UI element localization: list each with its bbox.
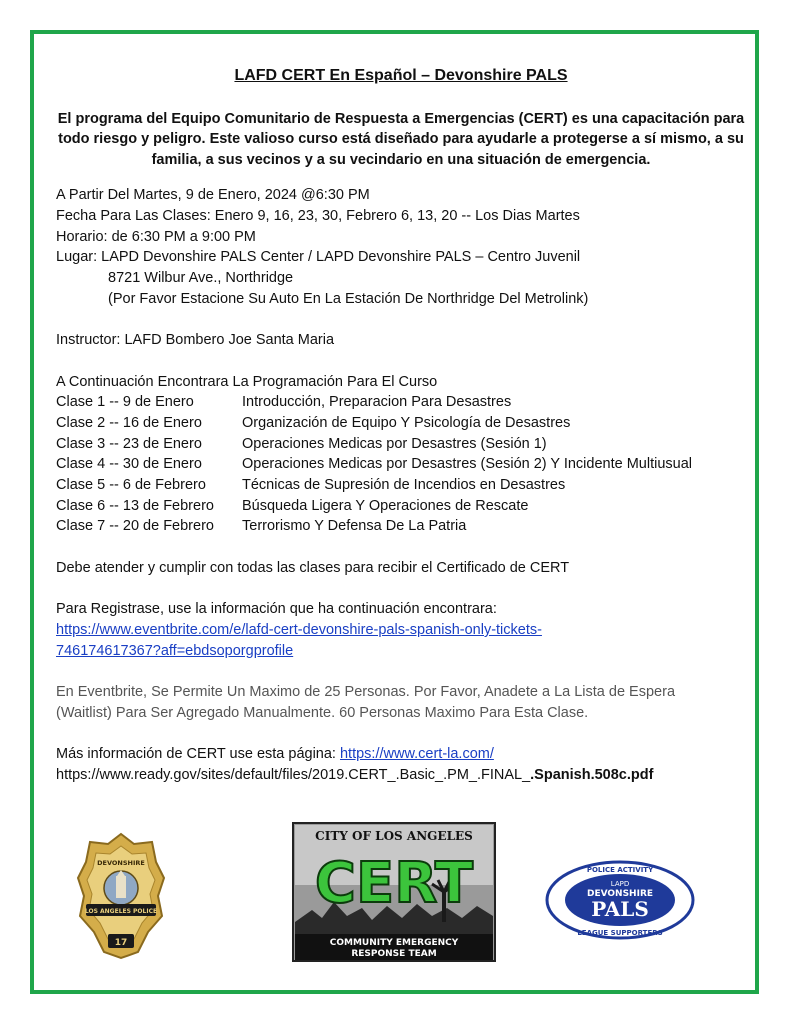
parking-note: (Por Favor Estacione Su Auto En La Estación De Northridge Del Metrolink) xyxy=(108,290,589,307)
flyer-title: LAFD CERT En Español – Devonshire PALS xyxy=(234,67,568,84)
class-when: Clase 1 -- 9 de Enero xyxy=(56,394,194,411)
cert-city-text: CITY OF LOS ANGELES xyxy=(315,829,473,843)
class-when: Clase 3 -- 23 de Enero xyxy=(56,435,202,452)
register-text: Para Registrase, use la información que ha continuación encontrara: xyxy=(56,601,497,618)
address: 8721 Wilbur Ave., Northridge xyxy=(108,270,294,287)
class-row xyxy=(56,516,746,537)
attendance-note: Debe atender y cumplir con todas las clases para recibir el Certificado de CERT xyxy=(56,559,570,576)
eventbrite-link-continued[interactable]: 746174617367?aff=ebdsoporgprofile xyxy=(56,642,294,659)
eventbrite-note-continued: (Waitlist) Para Ser Agregado Manualmente. 60 Personas Maximo Para Esta Clase. xyxy=(56,704,589,721)
more-info-text: Más información de CERT use esta página: xyxy=(56,746,340,763)
class-topic: Introducción, Preparacion Para Desastres xyxy=(242,394,512,411)
badge-bottom-text: LOS ANGELES POLICE xyxy=(84,908,158,915)
cert-subtitle-1: COMMUNITY EMERGENCY xyxy=(329,938,459,948)
badge-top-text: DEVONSHIRE xyxy=(97,859,145,867)
flyer-content xyxy=(56,66,746,786)
devonshire-pals-logo xyxy=(545,860,695,940)
location: Lugar: LAPD Devonshire PALS Center / LAPD Devonshire PALS – Centro Juvenil xyxy=(56,249,581,266)
schedule-heading: A Continuación Encontrara La Programación Para El Curso xyxy=(56,373,438,390)
class-when: Clase 4 -- 30 de Enero xyxy=(56,456,202,473)
cert-subtitle-2: RESPONSE TEAM xyxy=(351,949,437,959)
class-row xyxy=(56,392,746,413)
class-topic: Búsqueda Ligera Y Operaciones de Rescate xyxy=(242,497,529,514)
start-date: A Partir Del Martes, 9 de Enero, 2024 @6:30 PM xyxy=(56,187,370,204)
cert-la-link[interactable]: https://www.cert-la.com/ xyxy=(339,746,494,763)
logo-row xyxy=(0,822,791,972)
cert-la-logo xyxy=(292,822,496,962)
pdf-url-end: .Spanish.508c.pdf xyxy=(530,766,654,783)
class-topic: Organización de Equipo Y Psicología de Desastres xyxy=(242,414,571,431)
pals-lapd-text: LAPD xyxy=(610,880,630,888)
instructor: Instructor: LAFD Bombero Joe Santa Maria xyxy=(56,332,335,349)
lapd-badge-logo xyxy=(76,830,166,960)
pals-bottom-text: LEAGUE SUPPORTERS xyxy=(577,929,663,937)
pals-devonshire-text: DEVONSHIRE xyxy=(586,889,654,899)
class-topic: Técnicas de Supresión de Incendios en Desastres xyxy=(242,477,566,494)
eventbrite-note: En Eventbrite, Se Permite Un Maximo de 25 Personas. Por Favor, Anadete a La Lista de Espera xyxy=(56,684,676,700)
class-row xyxy=(56,475,746,496)
eventbrite-link[interactable]: https://www.eventbrite.com/e/lafd-cert-devonshire-pals-spanish-only-tickets- xyxy=(56,621,542,638)
class-when: Clase 7 -- 20 de Febrero xyxy=(56,518,214,535)
cert-word: CERT xyxy=(314,851,474,916)
class-row xyxy=(56,454,746,475)
pals-word: PALS xyxy=(591,897,649,921)
class-when: Clase 2 -- 16 de Enero xyxy=(56,414,202,431)
badge-number: 17 xyxy=(114,938,128,948)
class-topic: Operaciones Medicas por Desastres (Sesión 1) xyxy=(242,435,547,452)
class-hours: Horario: de 6:30 PM a 9:00 PM xyxy=(56,228,256,245)
class-topic: Terrorismo Y Defensa De La Patria xyxy=(242,518,467,535)
intro-paragraph: El programa del Equipo Comunitario de Respuesta a Emergencias (CERT) es una capacitación para todo riesgo y peligro. Este valioso curso está diseñado para ayudarle a protegerse a sí mismo, a su familia, a sus vecinos y a su vecindario en una situación de emergencia. xyxy=(57,110,745,168)
class-when: Clase 6 -- 13 de Febrero xyxy=(56,497,214,514)
pals-top-text: POLICE ACTIVITY xyxy=(586,866,654,874)
pdf-url: https://www.ready.gov/sites/default/files/2019.CERT_.Basic_.PM_.FINAL_ xyxy=(56,766,531,783)
class-row xyxy=(56,496,746,517)
class-dates: Fecha Para Las Clases: Enero 9, 16, 23, 30, Febrero 6, 13, 20 -- Los Dias Martes xyxy=(56,207,580,224)
class-topic: Operaciones Medicas por Desastres (Sesión 2) Y Incidente Multiusual xyxy=(242,456,692,473)
class-row xyxy=(56,434,746,455)
class-schedule xyxy=(56,392,746,537)
class-when: Clase 5 -- 6 de Febrero xyxy=(56,477,206,494)
class-row xyxy=(56,413,746,434)
